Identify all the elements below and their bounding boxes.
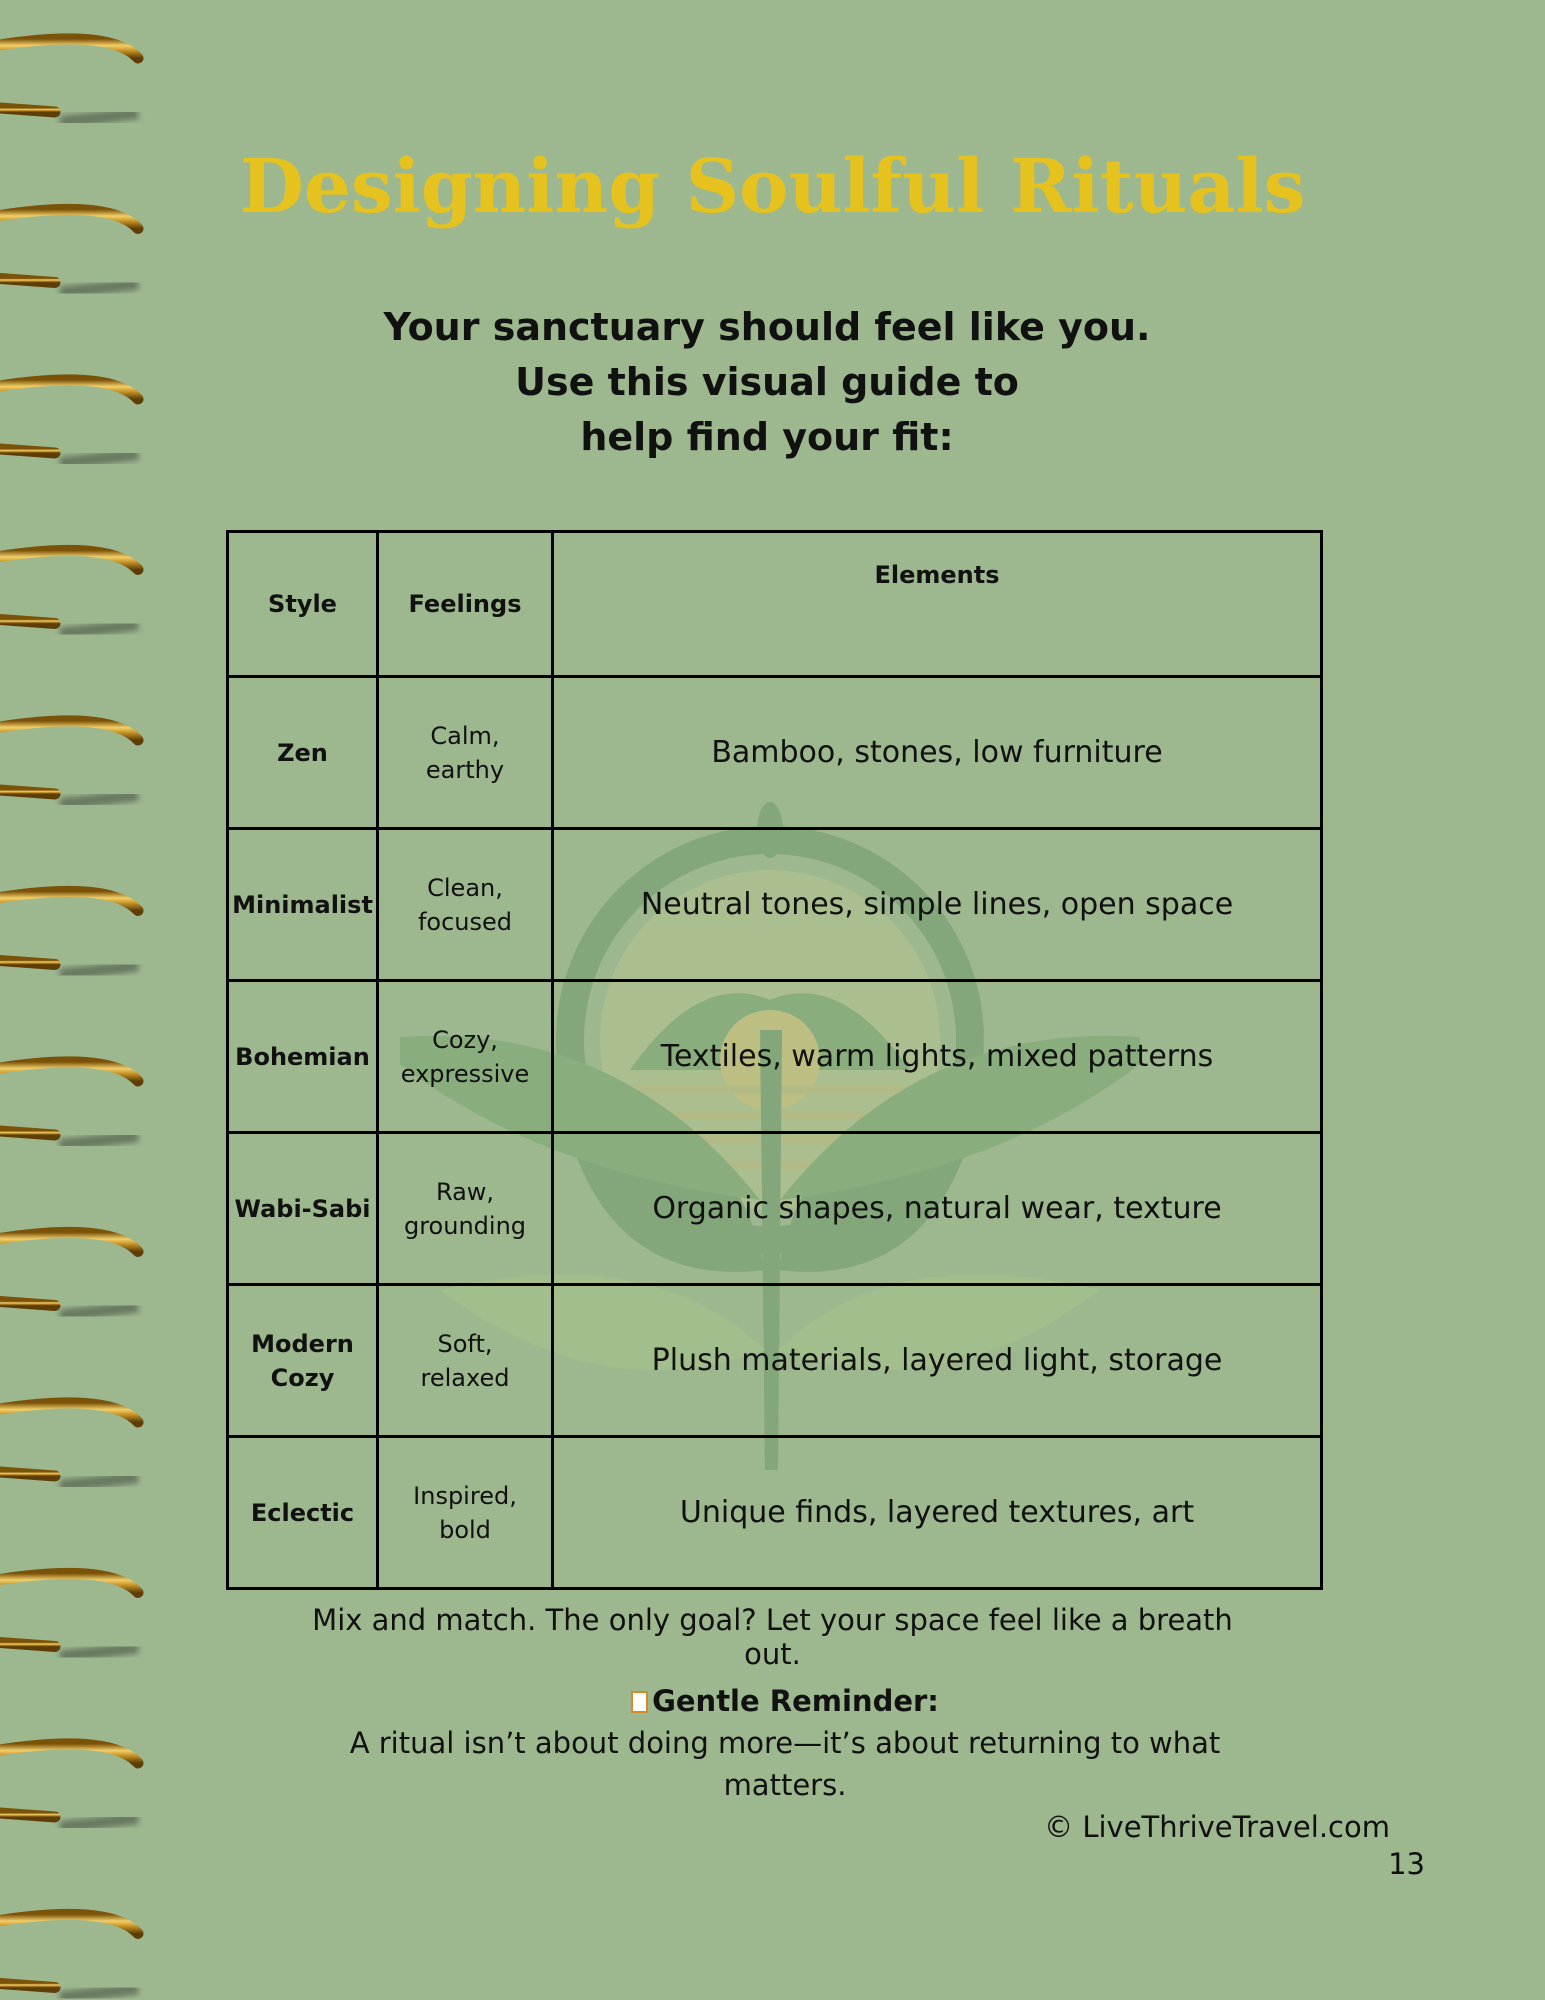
style-guide-table <box>226 530 1323 1590</box>
cell-style-line: Wabi-Sabi <box>234 1194 371 1223</box>
cell-feelings-line: expressive <box>400 1059 530 1088</box>
cell-style-line: Cozy <box>270 1363 335 1392</box>
binding-ring <box>0 39 138 122</box>
cell-feelings <box>378 1285 553 1437</box>
header-feelings: Feelings <box>378 532 553 677</box>
table-row <box>228 981 1322 1133</box>
table-row <box>228 1133 1322 1285</box>
cell-style <box>228 1437 378 1589</box>
cell-feelings-line: Cozy, <box>432 1025 498 1054</box>
cell-feelings <box>378 677 553 829</box>
cell-style-line: Modern <box>251 1329 354 1358</box>
cell-feelings-line: earthy <box>425 755 505 784</box>
cell-feelings-line: grounding <box>403 1211 527 1240</box>
cell-feelings <box>378 981 553 1133</box>
table-row <box>228 1437 1322 1589</box>
cell-feelings-line: Raw, <box>435 1177 495 1206</box>
subtitle-line: Use this visual guide to <box>515 360 1019 404</box>
cell-style-line: Eclectic <box>250 1498 355 1527</box>
cell-elements: Neutral tones, simple lines, open space <box>553 829 1322 981</box>
binding-ring <box>0 550 138 633</box>
binding-ring <box>0 1062 138 1145</box>
reminder-heading <box>300 1680 1270 1722</box>
cell-feelings <box>378 1437 553 1589</box>
cell-feelings-line: Clean, <box>427 873 503 902</box>
binding-ring <box>0 721 138 804</box>
table-row <box>228 1285 1322 1437</box>
subtitle-line: help find your fit: <box>580 415 954 459</box>
spiral-binding <box>0 0 150 2000</box>
cell-feelings <box>378 829 553 981</box>
binding-ring <box>0 209 138 292</box>
reminder-text: A ritual isn’t about doing more—it’s about returning to what matters. <box>349 1726 1221 1802</box>
cell-elements: Bamboo, stones, low furniture <box>553 677 1322 829</box>
mix-and-match-text: Mix and match. The only goal? Let your space feel like a breath out. <box>312 1603 1233 1671</box>
binding-ring <box>0 1744 138 1827</box>
cell-style <box>228 829 378 981</box>
cell-elements: Unique finds, layered textures, art <box>553 1437 1322 1589</box>
cell-style <box>228 677 378 829</box>
cell-style-line: Zen <box>277 738 328 767</box>
cell-feelings-line: Soft, <box>437 1329 493 1358</box>
header-style: Style <box>228 532 378 677</box>
subtitle <box>267 300 1267 465</box>
cell-style-line: Minimalist <box>232 890 373 919</box>
table-header-row <box>228 532 1322 677</box>
gentle-reminder <box>300 1680 1270 1806</box>
cell-elements: Organic shapes, natural wear, texture <box>553 1133 1322 1285</box>
binding-ring <box>0 1403 138 1486</box>
cell-style-line: Bohemian <box>235 1042 370 1071</box>
cell-feelings-line: relaxed <box>420 1363 510 1392</box>
cell-feelings <box>378 1133 553 1285</box>
binding-ring <box>0 1573 138 1656</box>
header-elements: Elements <box>553 532 1322 677</box>
reminder-title: Gentle Reminder: <box>652 1684 939 1718</box>
cell-feelings-line: bold <box>439 1515 491 1544</box>
cell-feelings-line: focused <box>417 907 513 936</box>
page-title: Designing Soulful Rituals <box>239 144 1306 230</box>
binding-ring <box>0 1232 138 1315</box>
binding-ring <box>0 891 138 974</box>
memo-icon <box>631 1691 648 1713</box>
cell-feelings-line: Calm, <box>430 721 500 750</box>
copyright: © LiveThriveTravel.com <box>1044 1810 1390 1844</box>
cell-elements: Textiles, warm lights, mixed patterns <box>553 981 1322 1133</box>
cell-style <box>228 981 378 1133</box>
cell-style <box>228 1133 378 1285</box>
table-row <box>228 677 1322 829</box>
page-number: 13 <box>1388 1847 1425 1881</box>
subtitle-line: Your sanctuary should feel like you. <box>383 305 1151 349</box>
table-row <box>228 829 1322 981</box>
binding-ring <box>0 380 138 463</box>
cell-feelings-line: Inspired, <box>413 1481 517 1510</box>
cell-style <box>228 1285 378 1437</box>
cell-elements: Plush materials, layered light, storage <box>553 1285 1322 1437</box>
binding-ring <box>0 1914 138 1997</box>
